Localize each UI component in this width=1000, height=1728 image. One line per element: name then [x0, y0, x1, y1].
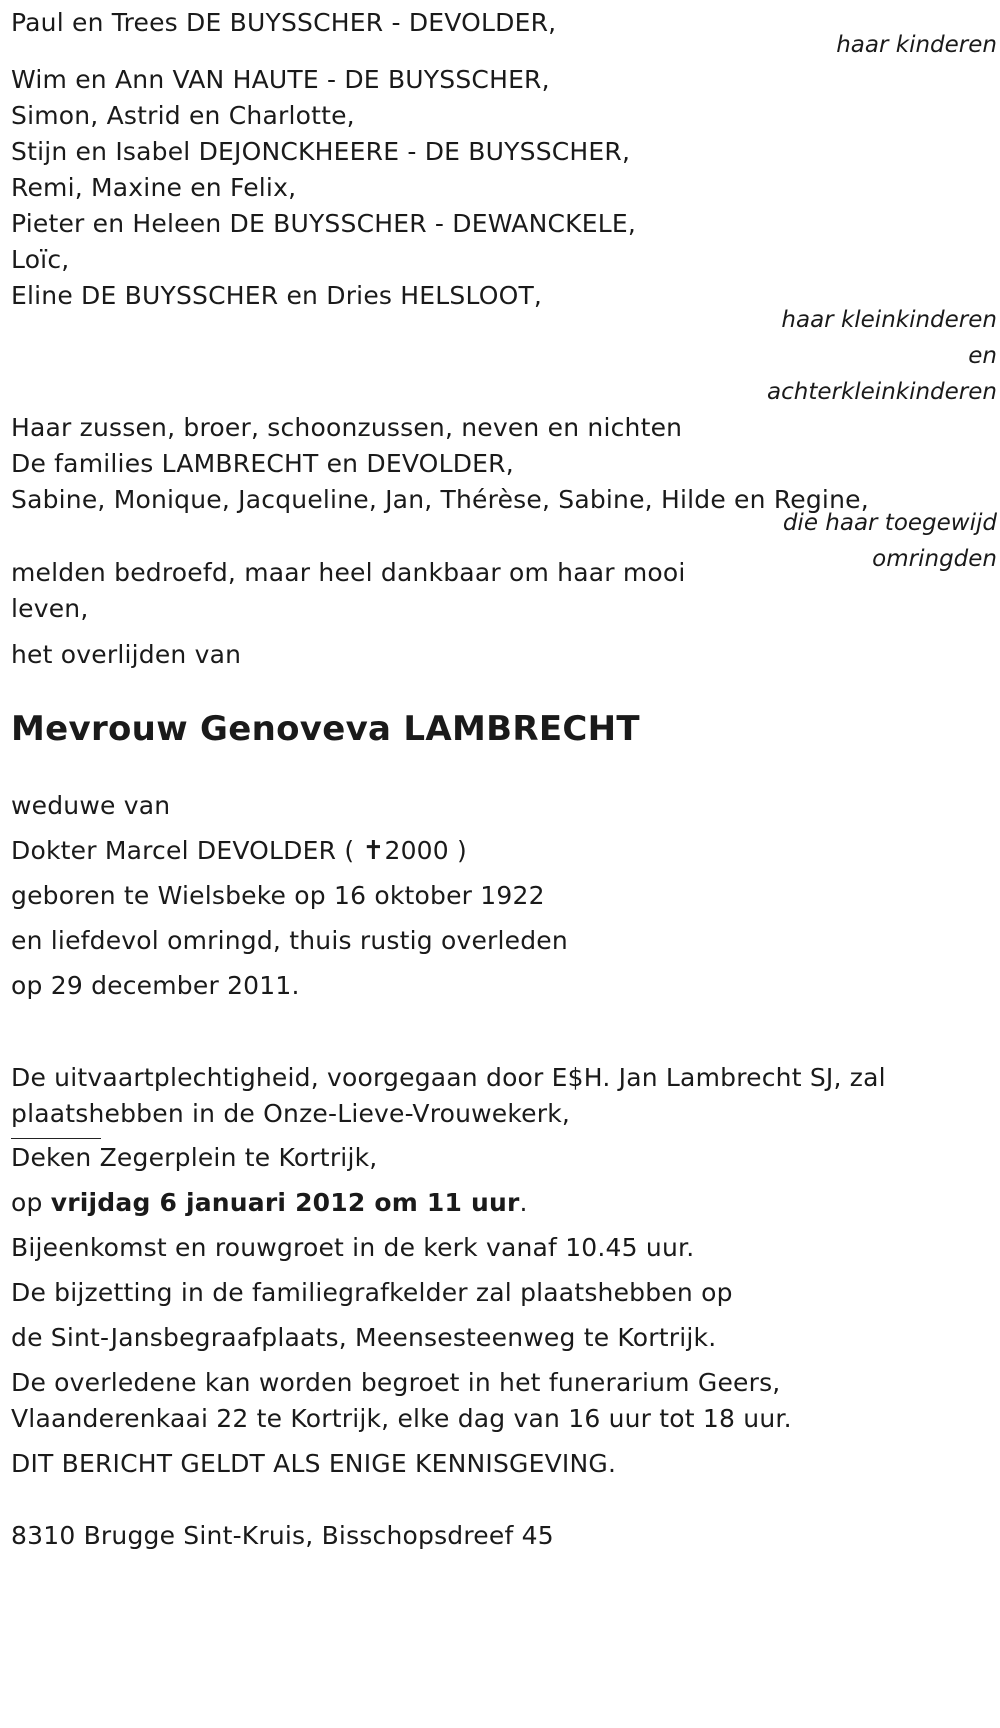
grandchildren-line-3: Stijn en Isabel DEJONCKHEERE - DE BUYSSCHER,: [11, 137, 631, 166]
notice-line: DIT BERICHT GELDT ALS ENIGE KENNISGEVING.: [11, 1449, 617, 1478]
grandchildren-line-7: Eline DE BUYSSCHER en Dries HELSLOOT,: [11, 281, 543, 310]
relatives-note-2: omringden: [872, 546, 997, 572]
relatives-line-3: Sabine, Monique, Jacqueline, Jan, Thérèse, Sabine, Hilde en Regine,: [11, 485, 869, 514]
grandchildren-line-6: Loïc,: [11, 245, 70, 274]
grandchildren-line-4: Remi, Maxine en Felix,: [11, 173, 297, 202]
grandchildren-note-2: en: [968, 343, 997, 369]
husband-line: [11, 836, 467, 866]
relatives-line-1: Haar zussen, broer, schoonzussen, neven en nichten: [11, 413, 683, 442]
funeral-date: vrijdag 6 januari 2012 om 11 uur: [50, 1188, 520, 1217]
children-note: haar kinderen: [836, 32, 997, 58]
grandchildren-note-1: haar kleinkinderen: [781, 307, 997, 333]
passed-line-1: en liefdevol omringd, thuis rustig overleden: [11, 926, 568, 955]
relatives-line-2: De families LAMBRECHT en DEVOLDER,: [11, 449, 514, 478]
husband-prefix: Dokter Marcel DEVOLDER (: [11, 836, 355, 865]
gathering-line: Bijeenkomst en rouwgroet in de kerk vanaf 10.45 uur.: [11, 1233, 695, 1262]
date-line: [11, 1188, 528, 1218]
deceased-name: Mevrouw Genoveva LAMBRECHT: [11, 709, 640, 749]
relatives-note-1: die haar toegewijd: [782, 510, 997, 536]
husband-suffix: 2000 ): [384, 836, 467, 865]
announcement-line-2: leven,: [11, 594, 89, 623]
widow-of-line: weduwe van: [11, 791, 171, 820]
grandchildren-line-2: Simon, Astrid en Charlotte,: [11, 101, 355, 130]
burial-line-1: De bijzetting in de familiegrafkelder zal plaatshebben op: [11, 1278, 733, 1307]
burial-line-2: de Sint-Jansbegraafplaats, Meensesteenweg te Kortrijk.: [11, 1323, 717, 1352]
cross-icon: ✝: [362, 836, 385, 866]
announcement-line-1: melden bedroefd, maar heel dankbaar om haar mooi: [11, 558, 686, 587]
grandchildren-line-1: Wim en Ann VAN HAUTE - DE BUYSSCHER,: [11, 65, 550, 94]
grandchildren-line-5: Pieter en Heleen DE BUYSSCHER - DEWANCKELE,: [11, 209, 637, 238]
grandchildren-note-3: achterkleinkinderen: [767, 379, 997, 405]
ceremony-line-1: De uitvaartplechtigheid, voorgegaan door E$H. Jan Lambrecht SJ, zal: [11, 1063, 886, 1092]
location-line: Deken Zegerplein te Kortrijk,: [11, 1143, 378, 1172]
children-line: Paul en Trees DE BUYSSCHER - DEVOLDER,: [11, 8, 557, 37]
passed-line-2: op 29 december 2011.: [11, 971, 300, 1000]
date-prefix: op: [11, 1188, 43, 1217]
viewing-line-2: Vlaanderenkaai 22 te Kortrijk, elke dag van 16 uur tot 18 uur.: [11, 1404, 792, 1433]
announcement-line-3: het overlijden van: [11, 640, 242, 669]
date-suffix: .: [519, 1188, 528, 1217]
viewing-line-1: De overledene kan worden begroet in het funerarium Geers,: [11, 1368, 781, 1397]
ceremony-line-2: plaatshebben in de Onze-Lieve-Vrouwekerk,: [11, 1099, 571, 1128]
address-line: 8310 Brugge Sint-Kruis, Bisschopsdreef 45: [11, 1521, 554, 1550]
born-line: geboren te Wielsbeke op 16 oktober 1922: [11, 881, 545, 910]
section-divider: [11, 1138, 101, 1139]
